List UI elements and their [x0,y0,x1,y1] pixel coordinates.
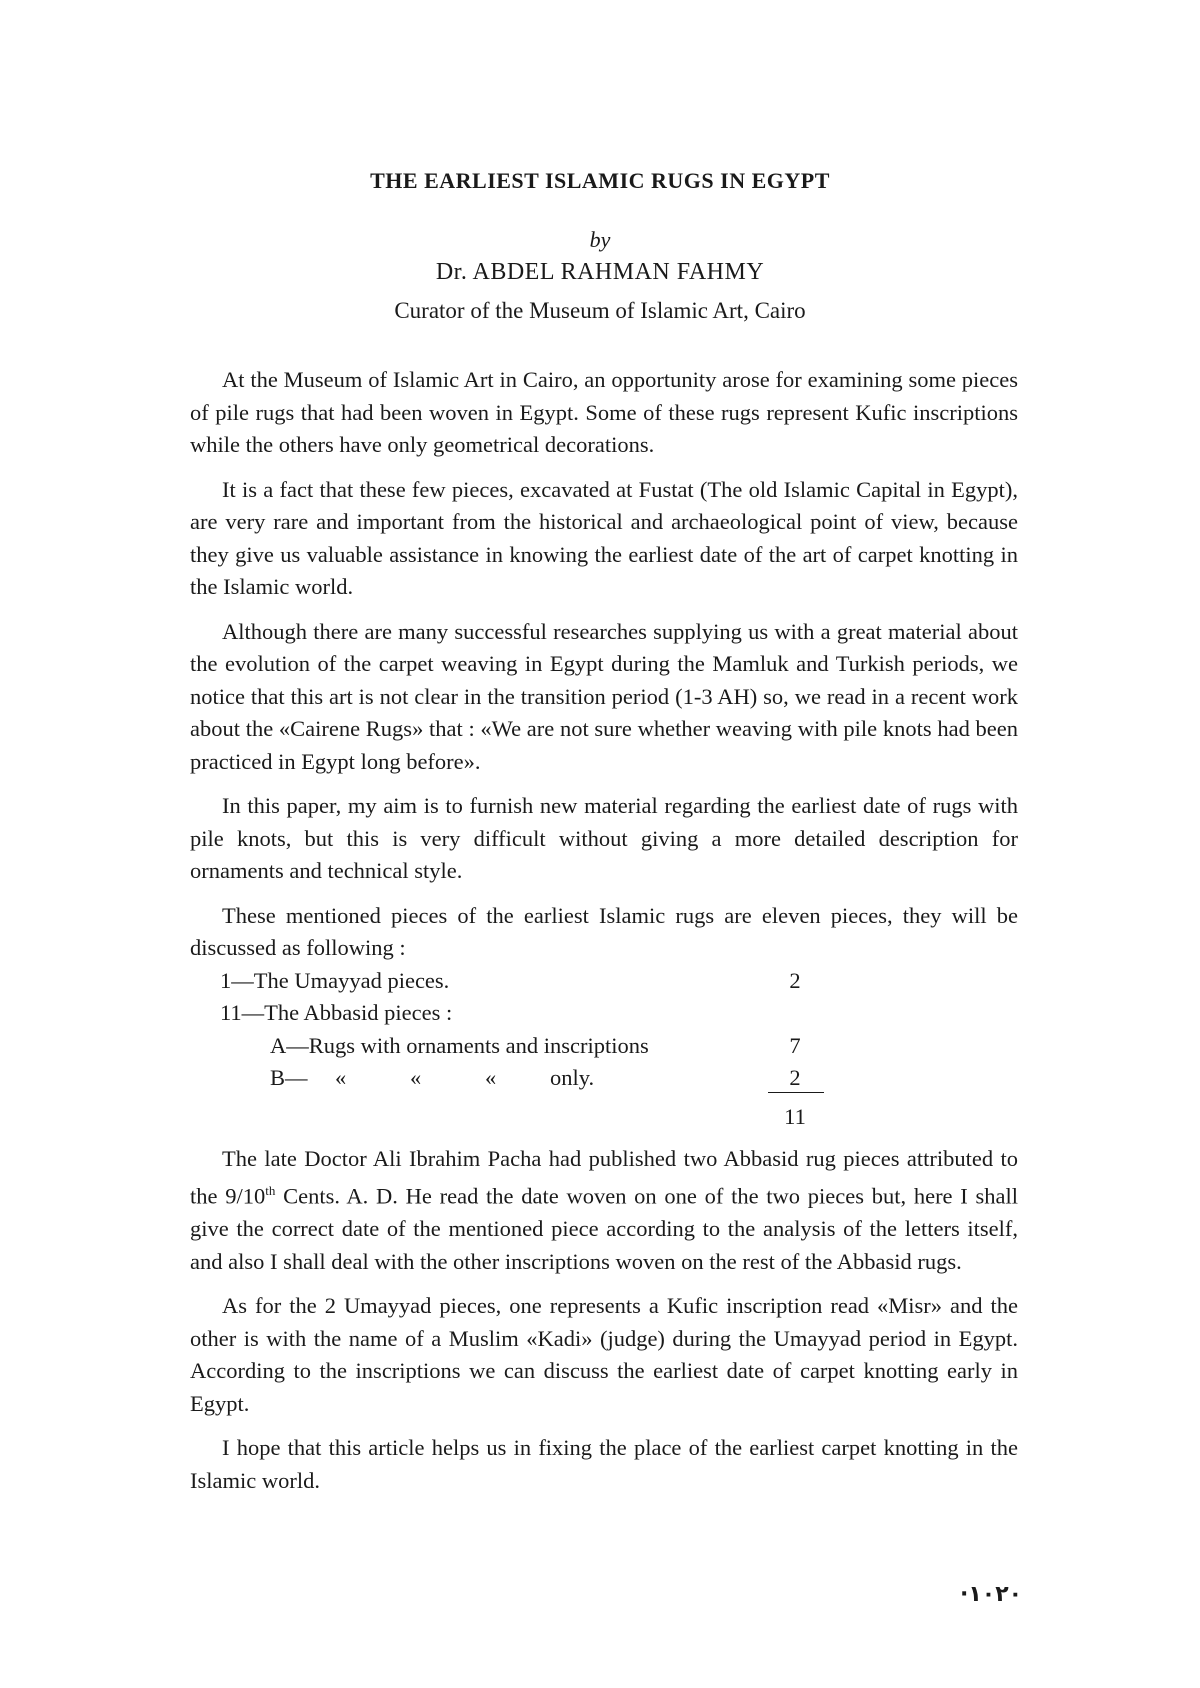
paragraph-pieces: These mentioned pieces of the earliest Islamic rugs are eleven pieces, they will be discussed as following : [190,902,1018,960]
author-name: Dr. ABDEL RAHMAN FAHMY [435,259,765,285]
list-item [190,1062,1018,1095]
paragraph-conclusion: I hope that this article helps us in fixing the place of the earliest carpet knotting in the Islamic world. [190,1435,1018,1493]
list-item-label: B— [270,1065,308,1090]
article-body [190,364,1018,1509]
paragraph-ali-ibrahim-start: The late Doctor Ali Ibrahim Pacha had published two Abbasid rug pieces attributed to the 9/10 [190,1145,1018,1209]
article-title: THE EARLIEST ISLAMIC RUGS IN EGYPT [370,168,830,193]
superscript-th: th [265,1183,276,1198]
list-item [190,1030,1018,1063]
page-number: ·١٠٢٠ [960,1582,1023,1607]
sum-rule [768,1092,824,1093]
list-item [190,965,1018,998]
paragraph-ali-ibrahim [190,1143,1018,1279]
list-item-count: 2 [789,1065,801,1090]
paragraph-intro: At the Museum of Islamic Art in Cairo, an opportunity arose for examining some pieces of pile rugs that had been woven in Egypt. Some of these rugs represent Kufic inscriptions while the others have only geometrical decorations. [190,367,1018,457]
ditto-mark: « [485,1065,497,1090]
author-affiliation: Curator of the Museum of Islamic Art, Cairo [394,298,806,323]
list-total-row [190,1095,1018,1135]
pieces-list [190,965,1018,1135]
paragraph-ali-ibrahim-rest: Cents. A. D. He read the date woven on one of the two pieces but, here I shall give the correct date of the mentioned piece according to the analysis of the letters itself, and also I shall deal with the other inscriptions woven on the rest of the Abbasid rugs. [190,1183,1018,1274]
list-item-label: A—Rugs with ornaments and inscriptions [270,1032,649,1058]
list-item-count: 7 [789,1032,801,1058]
paragraph-fustat: It is a fact that these few pieces, excavated at Fustat (The old Islamic Capital in Egypt), are very rare and important from the historical and archaeological point of view, because they give us valuable assistance in knowing the earliest date of the art of carpet knotting in the Islamic world. [190,476,1018,599]
list-item-count: 2 [789,967,801,993]
list-item-label: 11—The Abbasid pieces : [220,1000,453,1025]
paragraph-aim: In this paper, my aim is to furnish new material regarding the earliest date of rugs with pile knots, but this is very difficult without giving a more detailed description for ornaments and technical style. [190,793,1018,883]
list-total: 11 [784,1103,806,1129]
byline: by [589,227,611,252]
paragraph-umayyad: As for the 2 Umayyad pieces, one represents a Kufic inscription read «Misr» and the other is with the name of a Muslim «Kadi» (judge) during the Umayyad period in Egypt. According to the inscriptions we can discuss the earliest date of carpet knotting early in Egypt. [190,1293,1018,1416]
list-item [190,997,1018,1030]
ditto-mark: « [410,1065,422,1090]
ditto-mark: « [335,1065,347,1090]
list-item-suffix: only. [550,1065,595,1090]
paragraph-researches: Although there are many successful researches supplying us with a great material about the evolution of the carpet weaving in Egypt during the Mamluk and Turkish periods, we notice that this art is not clear in the transition period (1-3 AH) so, we read in a recent work about the «Cairene Rugs» that : «We are not sure whether weaving with pile knots had been practiced in Egypt long before». [190,618,1018,774]
list-item-label: 1—The Umayyad pieces. [220,967,450,993]
